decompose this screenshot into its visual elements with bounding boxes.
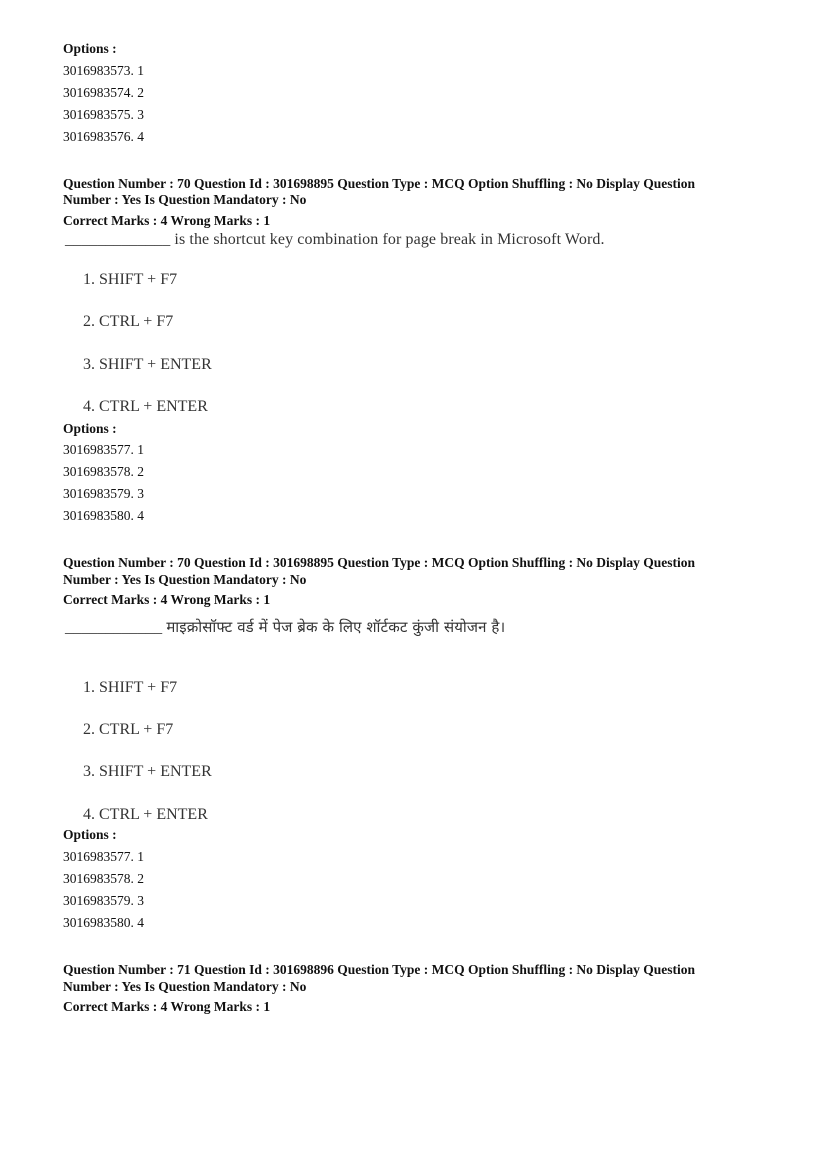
option-item: 3016983580. 4 (63, 508, 144, 523)
answer-blank: _____________ (65, 231, 171, 248)
answer-choice: 1. SHIFT + F7 (83, 271, 178, 288)
options-label: Options : (63, 41, 117, 56)
option-item: 3016983573. 1 (63, 63, 144, 78)
question-header: Question Number : 71 Question Id : 301698896 Question Type : MCQ Option Shuffling : No Display Question (63, 962, 695, 977)
question-header-cont: Number : Yes Is Question Mandatory : No (63, 192, 307, 207)
question-marks: Correct Marks : 4 Wrong Marks : 1 (63, 999, 271, 1014)
answer-choice: 3. SHIFT + ENTER (83, 763, 212, 780)
question-header: Question Number : 70 Question Id : 301698895 Question Type : MCQ Option Shuffling : No Display Question (63, 176, 695, 191)
options-label: Options : (63, 827, 117, 842)
option-item: 3016983577. 1 (63, 849, 144, 864)
question-text: ____________ माइक्रोसॉफ्ट वर्ड में पेज ब्रेक के लिए शॉर्टकट कुंजी संयोजन है। (65, 618, 506, 636)
answer-choice: 1. SHIFT + F7 (83, 679, 178, 696)
option-item: 3016983575. 3 (63, 107, 144, 122)
question-marks: Correct Marks : 4 Wrong Marks : 1 (63, 592, 271, 607)
option-item: 3016983576. 4 (63, 129, 144, 144)
question-header-cont: Number : Yes Is Question Mandatory : No (63, 979, 307, 994)
answer-choice: 2. CTRL + F7 (83, 313, 174, 330)
option-item: 3016983579. 3 (63, 893, 144, 908)
answer-choice: 4. CTRL + ENTER (83, 806, 208, 823)
answer-choice: 4. CTRL + ENTER (83, 398, 208, 415)
answer-choice: 2. CTRL + F7 (83, 721, 174, 738)
option-item: 3016983579. 3 (63, 486, 144, 501)
option-item: 3016983578. 2 (63, 871, 144, 886)
question-header: Question Number : 70 Question Id : 301698895 Question Type : MCQ Option Shuffling : No Display Question (63, 555, 695, 570)
question-marks: Correct Marks : 4 Wrong Marks : 1 (63, 213, 271, 228)
question-header-cont: Number : Yes Is Question Mandatory : No (63, 572, 307, 587)
answer-choice: 3. SHIFT + ENTER (83, 356, 212, 373)
answer-blank: ____________ (65, 619, 163, 636)
option-item: 3016983577. 1 (63, 442, 144, 457)
question-text: _____________ is the shortcut key combination for page break in Microsoft Word. (65, 231, 605, 248)
option-item: 3016983574. 2 (63, 85, 144, 100)
option-item: 3016983580. 4 (63, 915, 144, 930)
option-item: 3016983578. 2 (63, 464, 144, 479)
options-label: Options : (63, 421, 117, 436)
